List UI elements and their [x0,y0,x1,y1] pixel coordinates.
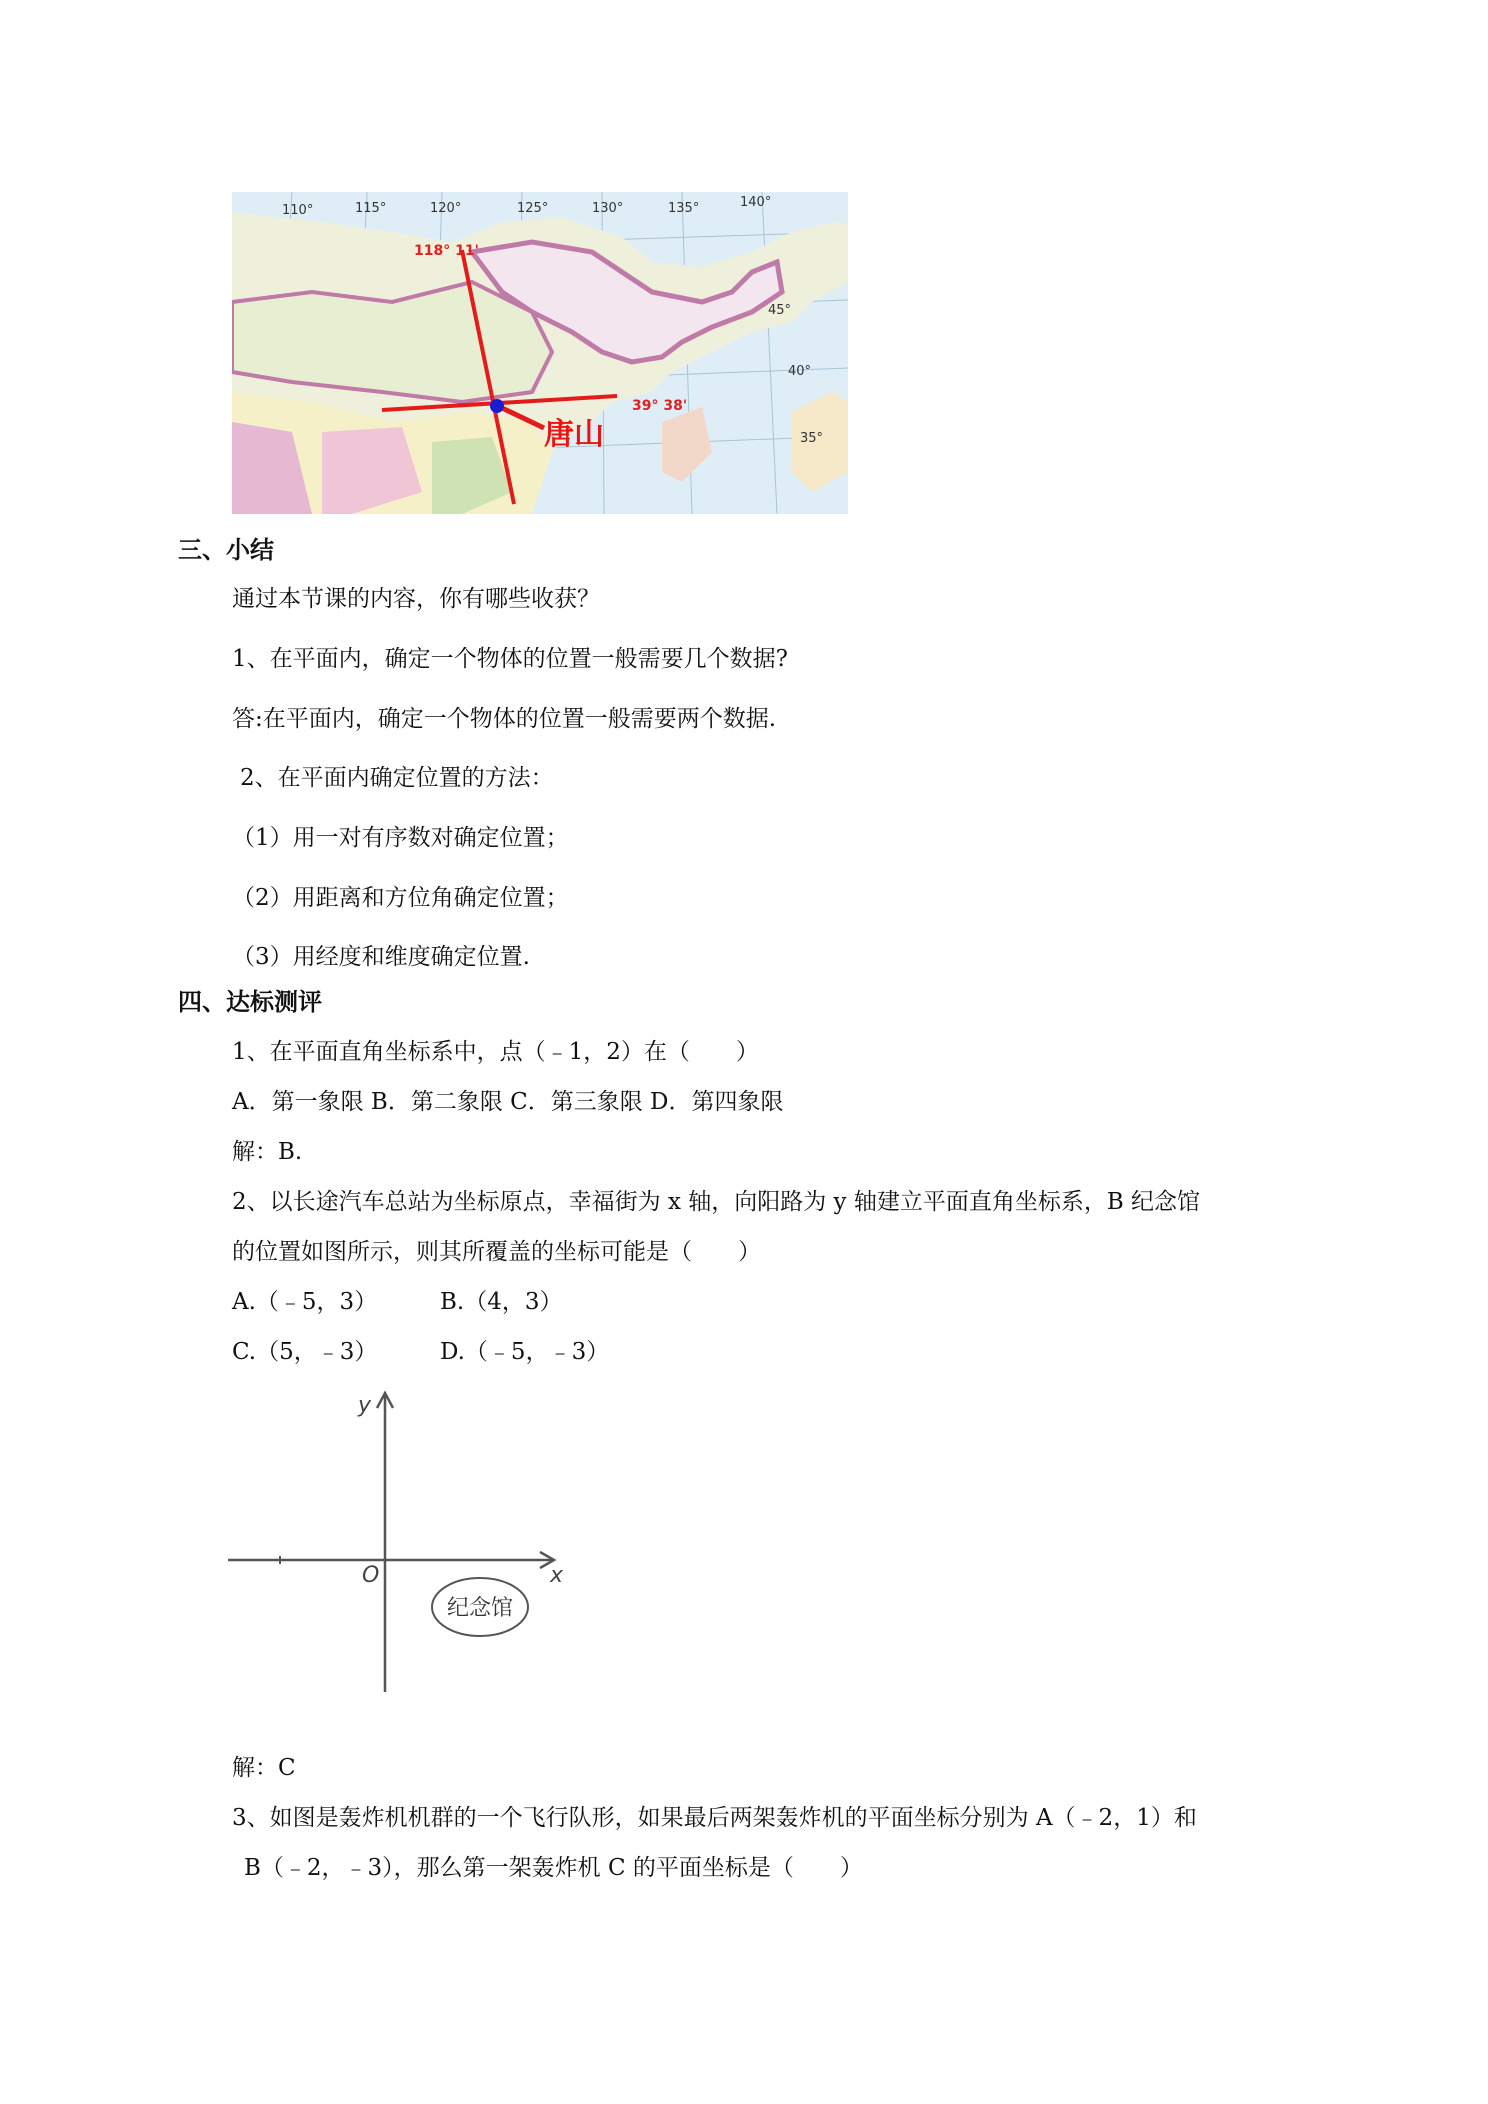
problem2-option-c: C.（5，﹣3） [232,1339,378,1365]
lon-label-120: 120° [430,201,462,216]
section3-method1: （1）用一对有序数对确定位置； [232,825,569,851]
lon-label-110: 110° [282,203,314,218]
coordinate-svg [228,1382,568,1692]
section3-q1: 1、在平面内，确定一个物体的位置一般需要几个数据? [232,646,788,672]
marker-lat-label: 39° 38' [632,398,688,414]
lat-label-45: 45° [768,303,792,318]
memorial-hall-label: 纪念馆 [446,1596,514,1621]
lon-label-115: 115° [355,201,387,216]
problem3-question-line1: 3、如图是轰炸机机群的一个飞行队形，如果最后两架轰炸机的平面坐标分别为 A（﹣2，1）和 [232,1805,1197,1831]
problem2-question-line2: 的位置如图所示，则其所覆盖的坐标可能是（ ） [232,1239,761,1265]
lon-label-125: 125° [517,201,549,216]
section3-method2: （2）用距离和方位角确定位置； [232,885,569,911]
section3-heading: 三、小结 [178,536,274,564]
problem2-option-b: B.（4，3） [440,1289,563,1315]
section3-a1: 答:在平面内，确定一个物体的位置一般需要两个数据. [232,706,777,732]
map-figure [232,192,848,514]
origin-label: O [362,1563,380,1588]
lon-label-130: 130° [592,201,624,216]
lat-label-35: 35° [800,431,824,446]
map-svg [232,192,848,514]
y-axis-label: y [358,1393,372,1418]
section3-method3: （3）用经度和维度确定位置. [232,944,530,970]
x-axis-label: x [550,1563,564,1588]
problem1-options: A．第一象限 B．第二象限 C．第三象限 D．第四象限 [232,1089,784,1115]
marker-lon-label: 118° 11' [414,243,479,259]
city-label: 唐山 [544,417,604,452]
lon-label-135: 135° [668,201,700,216]
problem1-question: 1、在平面直角坐标系中，点（﹣1，2）在（ ） [232,1039,759,1065]
problem2-answer: 解：C [232,1755,296,1781]
section3-q2: 2、在平面内确定位置的方法： [240,765,554,791]
problem2-option-d: D.（﹣5，﹣3） [440,1339,610,1365]
tangshan-marker [490,399,504,413]
problem1-answer: 解：B. [232,1139,303,1165]
problem2-question-line1: 2、以长途汽车总站为坐标原点，幸福街为 x 轴，向阳路为 y 轴建立平面直角坐标系，B 纪念馆 [232,1189,1201,1215]
section4-heading: 四、达标测评 [178,988,322,1016]
lat-label-40: 40° [788,364,812,379]
problem2-option-a: A.（﹣5，3） [232,1289,378,1315]
section3-intro: 通过本节课的内容，你有哪些收获？ [232,586,600,612]
lon-label-140: 140° [740,195,772,210]
problem3-question-line2: B（﹣2，﹣3），那么第一架轰炸机 C 的平面坐标是（ ） [244,1855,863,1881]
coordinate-figure [228,1382,568,1692]
